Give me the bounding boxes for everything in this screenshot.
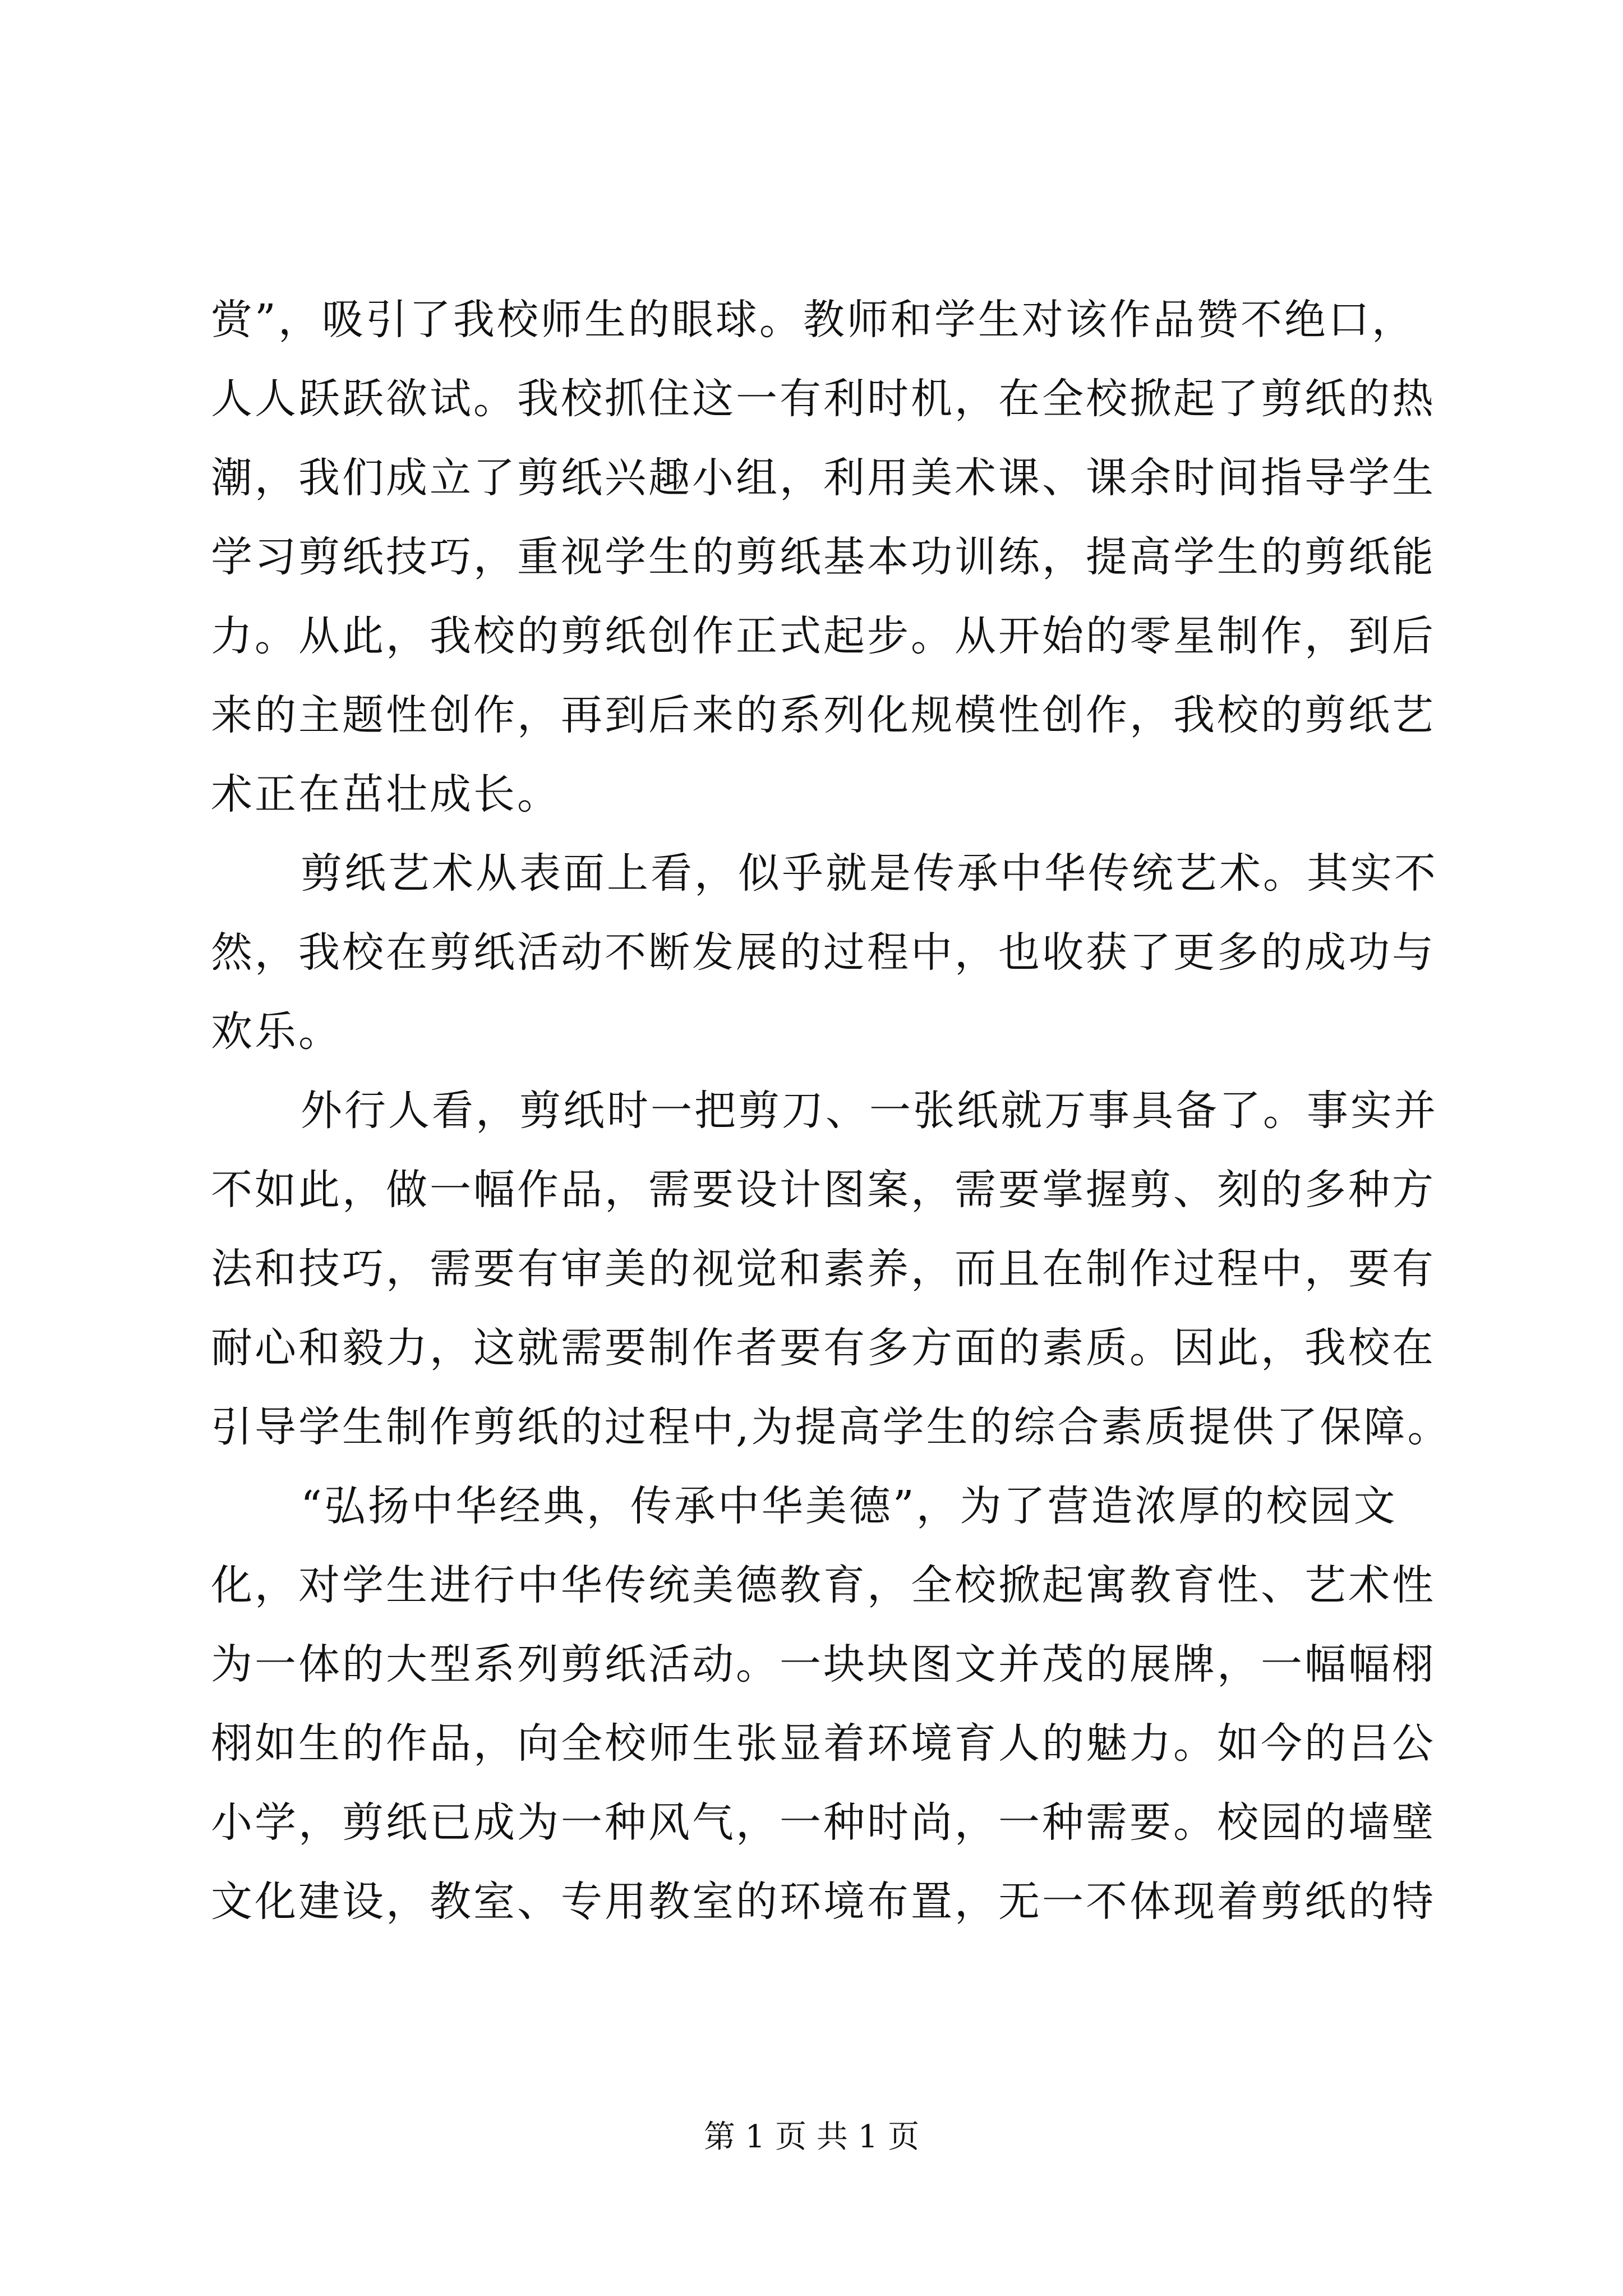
text-line: 力。从此，我校的剪纸创作正式起步。从开始的零星制作，到后 xyxy=(211,612,1436,660)
text-line: 不如此，做一幅作品，需要设计图案，需要掌握剪、刻的多种方 xyxy=(211,1166,1436,1214)
text-line: 来的主题性创作，再到后来的系列化规模性创作，我校的剪纸艺 xyxy=(211,691,1436,739)
paragraph-first-line: 剪纸艺术从表面上看，似乎就是传承中华传统艺术。其实不 xyxy=(301,849,1438,898)
text-line: 术正在茁壮成长。 xyxy=(211,770,561,818)
text-line: 引导学生制作剪纸的过程中,为提高学生的综合素质提供了保障。 xyxy=(211,1403,1451,1451)
paragraph-first-line: “弘扬中华经典，传承中华美德”，为了营造浓厚的校园文 xyxy=(301,1482,1398,1530)
text-line: 欢乐。 xyxy=(211,1007,342,1056)
page-footer xyxy=(0,2118,1623,2157)
text-line: 栩如生的作品，向全校师生张显着环境育人的魅力。如今的吕公 xyxy=(211,1719,1436,1768)
text-line: 耐心和毅力，这就需要制作者要有多方面的素质。因此，我校在 xyxy=(211,1324,1436,1372)
text-line: 为一体的大型系列剪纸活动。一块块图文并茂的展牌，一幅幅栩 xyxy=(211,1640,1436,1688)
text-line: 小学，剪纸已成为一种风气，一种时尚，一种需要。校园的墙壁 xyxy=(211,1798,1436,1847)
text-line: 赏”，吸引了我校师生的眼球。教师和学生对该作品赞不绝口， xyxy=(211,296,1415,344)
text-line: 人人跃跃欲试。我校抓住这一有利时机，在全校掀起了剪纸的热 xyxy=(211,375,1436,423)
text-line: 化，对学生进行中华传统美德教育，全校掀起寓教育性、艺术性 xyxy=(211,1561,1436,1609)
page-number-label: 第 1 页 共 1 页 xyxy=(703,2119,920,2155)
text-line: 学习剪纸技巧，重视学生的剪纸基本功训练，提高学生的剪纸能 xyxy=(211,533,1436,581)
text-line: 潮，我们成立了剪纸兴趣小组，利用美术课、课余时间指导学生 xyxy=(211,454,1436,502)
text-line: 文化建设，教室、专用教室的环境布置，无一不体现着剪纸的特 xyxy=(211,1878,1436,1926)
paragraph-first-line: 外行人看，剪纸时一把剪刀、一张纸就万事具备了。事实并 xyxy=(301,1087,1438,1135)
text-line: 然，我校在剪纸活动不断发展的过程中，也收获了更多的成功与 xyxy=(211,928,1436,977)
text-line: 法和技巧，需要有审美的视觉和素养，而且在制作过程中，要有 xyxy=(211,1245,1436,1293)
